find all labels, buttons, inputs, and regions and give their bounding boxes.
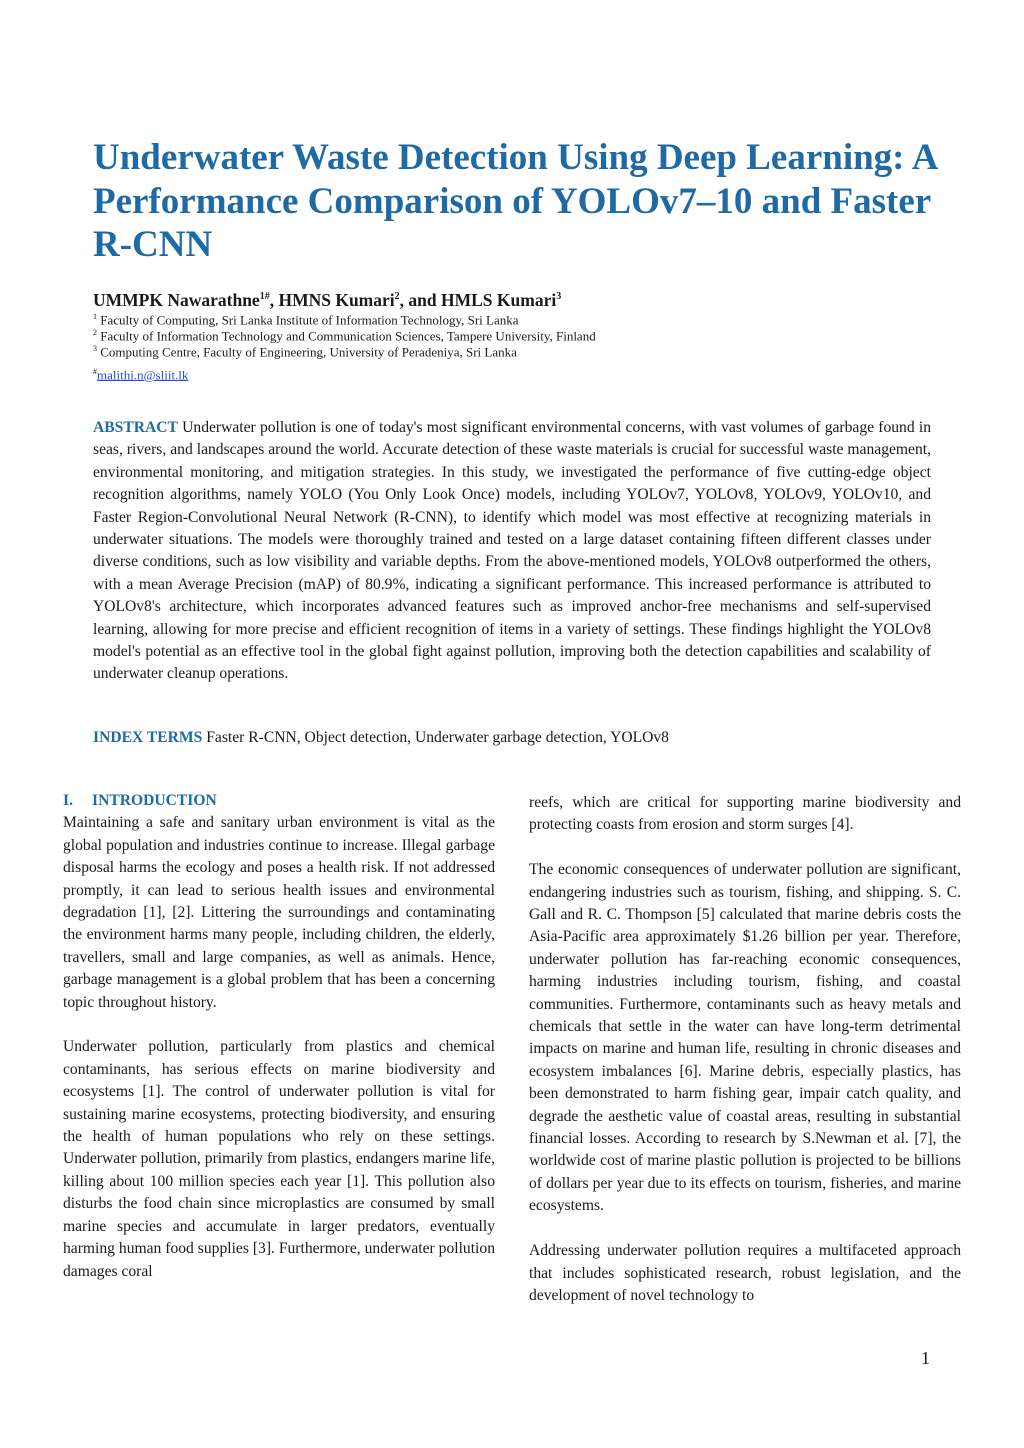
author-superscript: 2	[394, 291, 400, 303]
page-number: 1	[921, 1348, 930, 1368]
body-paragraph: The economic consequences of underwater pollution are significant, endangering industries such as tourism, fishing, and shipping. S. C. Gall and R. C. Thompson [5] calculated that marine debris costs the Asia-Pacific area approximately $1.26 billion per year. Therefore, underwater pollution has far-reaching economic consequences, harming industries including tourism, fishing, and coastal communities. Furthermore, contaminants such as heavy metals and chemicals that settle in the water can have long-term detrimental impacts on marine and human life, resulting in chronic diseases and ecosystem imbalances [6]. Marine debris, especially plastics, has been demonstrated to harm fishing gear, impair catch quality, and degrade the aesthetic value of coastal areas, resulting in substantial financial losses. According to research by S.Newman et al. [7], the worldwide cost of marine plastic pollution is projected to be billions of dollars per year due to its effects on tourism, fisheries, and marine ecosystems.	[529, 861, 961, 1215]
affiliation-text: Faculty of Computing, Sri Lanka Institute of Information Technology, Sri Lanka	[100, 312, 519, 328]
affiliation-3	[93, 344, 517, 360]
author-separator: , and	[399, 290, 441, 310]
affiliation-1	[93, 312, 519, 328]
index-terms	[93, 727, 931, 749]
corresponding-email	[93, 367, 188, 383]
abstract	[93, 417, 931, 686]
author-superscript: 1#	[259, 291, 270, 303]
column-right	[529, 792, 961, 1307]
index-terms-text: Faster R-CNN, Object detection, Underwater garbage detection, YOLOv8	[206, 729, 669, 746]
author-separator: ,	[269, 290, 279, 310]
email-link[interactable]: malithi.n@sliit.lk	[97, 367, 189, 383]
column-left	[63, 790, 495, 1283]
section-number: I.	[63, 792, 73, 809]
affiliation-superscript: 2	[93, 328, 97, 337]
email-superscript: #	[93, 367, 97, 376]
section-title: INTRODUCTION	[92, 792, 217, 809]
author-superscript: 3	[556, 291, 562, 303]
affiliation-superscript: 1	[93, 312, 97, 321]
body-paragraph: Maintaining a safe and sanitary urban environment is vital as the global population and industries continue to increase. Illegal garbage disposal harms the ecology and poses a health risk. If not addressed promptly, it can lead to serious health issues and environmental degradation [1], [2]. Littering the surroundings and contaminating the environment harms many people, including children, the elderly, travellers, small and large companies, as well as animals. Hence, garbage management is a global problem that has been a concerning topic throughout history.	[63, 814, 495, 1011]
paper-title: Underwater Waste Detection Using Deep Learning: A Performance Comparison of YOLOv7–10 and Faster R-CNN	[93, 137, 937, 265]
author-name: HMNS Kumari	[278, 290, 395, 310]
author-name: HMLS Kumari	[440, 290, 557, 310]
affiliation-text: Computing Centre, Faculty of Engineering, University of Peradeniya, Sri Lanka	[100, 344, 517, 360]
affiliation-2	[93, 328, 596, 344]
index-terms-label: INDEX TERMS	[93, 729, 203, 746]
author-name: UMMPK Nawarathne	[93, 290, 260, 310]
affiliation-superscript: 3	[93, 344, 97, 353]
author-list	[93, 290, 561, 311]
abstract-text: Underwater pollution is one of today's most significant environmental concerns, with vast volumes of garbage found in seas, rivers, and landscapes around the world. Accurate detection of these waste materials is crucial for successful waste management, environmental monitoring, and mitigation strategies. In this study, we investigated the performance of five cutting-edge object recognition algorithms, namely YOLO (You Only Look Once) models, including YOLOv7, YOLOv8, YOLOv9, YOLOv10, and Faster Region-Convolutional Neural Network (R-CNN), to identify which model was most effective at recognizing materials in underwater situations. The models were thoroughly trained and tested on a large dataset containing fifteen different classes under diverse conditions, such as low visibility and variable depths. From the above-mentioned models, YOLOv8 outperformed the others, with a mean Average Precision (mAP) of 80.9%, indicating a significant performance. This increased performance is attributed to YOLOv8's architecture, which incorporates advanced features such as improved anchor-free mechanisms and self-supervised learning, allowing for more precise and efficient recognition of items in a variety of settings. These findings highlight the YOLOv8 model's potential as an effective tool in the global fight against pollution, improving both the detection capabilities and scalability of underwater cleanup operations.	[93, 419, 931, 683]
body-paragraph: reefs, which are critical for supporting marine biodiversity and protecting coasts from erosion and storm surges [4].	[529, 794, 961, 834]
body-paragraph: Addressing underwater pollution requires a multifaceted approach that includes sophisticated research, robust legislation, and the development of novel technology to	[529, 1242, 961, 1304]
section-heading	[63, 790, 495, 812]
affiliation-text: Faculty of Information Technology and Communication Sciences, Tampere University, Finland	[100, 328, 596, 344]
body-paragraph: Underwater pollution, particularly from plastics and chemical contaminants, has serious effects on marine biodiversity and ecosystems [1]. The control of underwater pollution is vital for sustaining marine ecosystems, protecting biodiversity, and ensuring the health of human populations who rely on these settings. Underwater pollution, primarily from plastics, endangers marine life, killing about 100 million species each year [1]. This pollution also disturbs the food chain since microplastics are consumed by small marine species and accumulate in larger predators, eventually harming human food supplies [3]. Furthermore, underwater pollution damages coral	[63, 1038, 495, 1280]
abstract-label: ABSTRACT	[93, 419, 178, 436]
